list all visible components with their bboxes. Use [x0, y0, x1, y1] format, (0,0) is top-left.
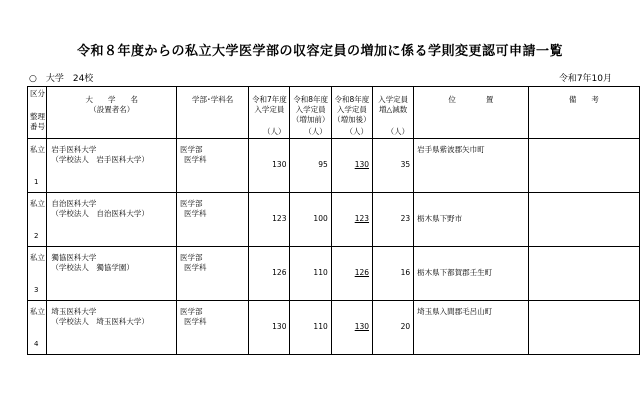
r7-capacity-cell: 126	[249, 247, 290, 301]
school-count: ○ 大学 24校	[29, 74, 94, 84]
kubun-cell: 私立 4	[28, 301, 47, 355]
r8-after-cell: 130	[331, 301, 372, 355]
r8-after-cell: 130	[331, 139, 372, 193]
header-kubun: 区分 整理 番号	[28, 87, 47, 139]
table-header-row	[28, 87, 640, 139]
r8-before-cell: 100	[290, 193, 331, 247]
change-cell: 16	[373, 247, 414, 301]
university-cell: 獨協医科大学 （学校法人 獨協学園）	[47, 247, 177, 301]
r7-capacity-cell: 130	[249, 139, 290, 193]
location-cell: 栃木県下都賀郡壬生町	[414, 247, 529, 301]
header-university: 大 学 名 （設置者名）	[47, 87, 177, 139]
table-row	[28, 139, 640, 193]
table-row	[28, 301, 640, 355]
notes-cell	[528, 139, 639, 193]
university-cell: 自治医科大学 （学校法人 自治医科大学）	[47, 193, 177, 247]
header-r7-capacity: 令和7年度 入学定員 （人）	[249, 87, 290, 139]
location-cell: 岩手県紫波郡矢巾町	[414, 139, 529, 193]
header-change: 入学定員 増△減数 （人）	[373, 87, 414, 139]
faculty-cell: 医学部 医学科	[177, 139, 249, 193]
header-faculty: 学部･学科名	[177, 87, 249, 139]
r8-after-cell: 123	[331, 193, 372, 247]
university-cell: 岩手医科大学 （学校法人 岩手医科大学）	[47, 139, 177, 193]
r8-after-cell: 126	[331, 247, 372, 301]
change-cell: 35	[373, 139, 414, 193]
document-date: 令和7年10月	[558, 74, 612, 84]
r8-before-cell: 95	[290, 139, 331, 193]
faculty-cell: 医学部 医学科	[177, 247, 249, 301]
document-title: 令和８年度からの私立大学医学部の収容定員の増加に係る学則変更認可申請一覧	[76, 44, 563, 59]
header-r8-after: 令和8年度 入学定員 （増加後） （人）	[331, 87, 372, 139]
r8-before-cell: 110	[290, 247, 331, 301]
notes-cell	[528, 301, 639, 355]
notes-cell	[528, 247, 639, 301]
r7-capacity-cell: 123	[249, 193, 290, 247]
applications-table	[27, 86, 640, 355]
university-cell: 埼玉医科大学 （学校法人 埼玉医科大学）	[47, 301, 177, 355]
location-cell: 埼玉県入間郡毛呂山町	[414, 301, 529, 355]
notes-cell	[528, 193, 639, 247]
table-row	[28, 247, 640, 301]
kubun-cell: 私立 3	[28, 247, 47, 301]
faculty-cell: 医学部 医学科	[177, 301, 249, 355]
r7-capacity-cell: 130	[249, 301, 290, 355]
table-row	[28, 193, 640, 247]
location-cell: 栃木県下野市	[414, 193, 529, 247]
header-r8-before: 令和8年度 入学定員 （増加前） （人）	[290, 87, 331, 139]
r8-before-cell: 110	[290, 301, 331, 355]
header-location: 位 置	[414, 87, 529, 139]
kubun-cell: 私立 1	[28, 139, 47, 193]
faculty-cell: 医学部 医学科	[177, 193, 249, 247]
change-cell: 23	[373, 193, 414, 247]
change-cell: 20	[373, 301, 414, 355]
header-notes: 備 考	[528, 87, 639, 139]
kubun-cell: 私立 2	[28, 193, 47, 247]
